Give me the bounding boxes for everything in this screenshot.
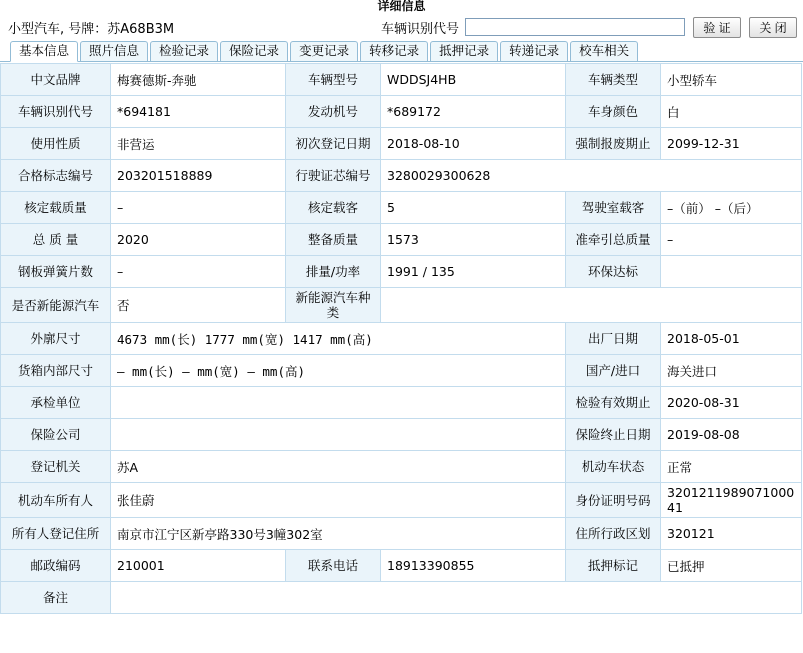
use-nature-value: 非营运: [111, 128, 286, 160]
table-row: [1, 96, 802, 128]
table-row: [1, 483, 802, 518]
license-chip-value: 3280029300628: [381, 160, 802, 192]
table-row: [1, 387, 802, 419]
table-row: [1, 323, 802, 355]
new-energy-label: 是否新能源汽车: [1, 288, 111, 323]
tow-mass-value: –: [661, 224, 802, 256]
table-row: [1, 550, 802, 582]
cargo-dimensions-label: 货箱内部尺寸: [1, 355, 111, 387]
license-chip-label: 行驶证芯编号: [286, 160, 381, 192]
tab-mortgage-records[interactable]: 抵押记录: [430, 41, 498, 61]
basic-info-table: [0, 63, 802, 614]
owner-address-label: 所有人登记住所: [1, 518, 111, 550]
inspection-valid-value: 2020-08-31: [661, 387, 802, 419]
address-district-value: 320121: [661, 518, 802, 550]
registration-authority-label: 登记机关: [1, 451, 111, 483]
origin-label: 国产/进口: [566, 355, 661, 387]
table-row: [1, 419, 802, 451]
factory-date-label: 出厂日期: [566, 323, 661, 355]
table-row: [1, 355, 802, 387]
total-mass-label: 总 质 量: [1, 224, 111, 256]
tab-inspection-records[interactable]: 检验记录: [150, 41, 218, 61]
table-row: [1, 582, 802, 614]
first-registration-value: 2018-08-10: [381, 128, 566, 160]
tab-bar: [0, 40, 803, 62]
tow-mass-label: 准牵引总质量: [566, 224, 661, 256]
query-bar: [0, 14, 803, 40]
phone-value: 18913390855: [381, 550, 566, 582]
emission-standard-label: 环保达标: [566, 256, 661, 288]
remark-label: 备注: [1, 582, 111, 614]
displacement-power-label: 排量/功率: [286, 256, 381, 288]
cab-passengers-label: 驾驶室载客: [566, 192, 661, 224]
leaf-spring-label: 钢板弹簧片数: [1, 256, 111, 288]
body-color-label: 车身颜色: [566, 96, 661, 128]
id-number-label: 身份证明号码: [566, 483, 661, 518]
rated-passengers-value: 5: [381, 192, 566, 224]
first-registration-label: 初次登记日期: [286, 128, 381, 160]
rated-passengers-label: 核定载客: [286, 192, 381, 224]
vin-value: *694181: [111, 96, 286, 128]
engine-number-label: 发动机号: [286, 96, 381, 128]
vin-label: 车辆识别代号: [1, 96, 111, 128]
tab-delivery-records[interactable]: 转递记录: [500, 41, 568, 61]
displacement-power-value: 1991 / 135: [381, 256, 566, 288]
scrap-deadline-value: 2099-12-31: [661, 128, 802, 160]
brand-label: 中文品牌: [1, 64, 111, 96]
table-row: [1, 128, 802, 160]
vin-search-input[interactable]: [465, 18, 685, 36]
vin-search-label: 车辆识别代号: [380, 21, 459, 37]
insurance-end-label: 保险终止日期: [566, 419, 661, 451]
id-number-value: 320121198907100041: [661, 483, 802, 518]
table-row: [1, 64, 802, 96]
new-energy-value: 否: [111, 288, 286, 323]
table-row: [1, 160, 802, 192]
phone-label: 联系电话: [286, 550, 381, 582]
table-row: [1, 518, 802, 550]
insurer-value: [111, 419, 566, 451]
rated-load-label: 核定载质量: [1, 192, 111, 224]
certificate-number-label: 合格标志编号: [1, 160, 111, 192]
exterior-dimensions-label: 外廓尺寸: [1, 323, 111, 355]
engine-number-value: *689172: [381, 96, 566, 128]
model-value: WDDSJ4HB: [381, 64, 566, 96]
inspection-org-label: 承检单位: [1, 387, 111, 419]
leaf-spring-value: –: [111, 256, 286, 288]
owner-value: 张佳蔚: [111, 483, 566, 518]
curb-mass-value: 1573: [381, 224, 566, 256]
total-mass-value: 2020: [111, 224, 286, 256]
new-energy-type-label: 新能源汽车种类: [286, 288, 381, 323]
table-row: [1, 256, 802, 288]
close-button[interactable]: 关 闭: [749, 17, 797, 38]
cab-passengers-value: –（前） –（后）: [661, 192, 802, 224]
postcode-value: 210001: [111, 550, 286, 582]
tab-basic-info[interactable]: 基本信息: [10, 41, 78, 62]
insurer-label: 保险公司: [1, 419, 111, 451]
table-row: [1, 224, 802, 256]
model-label: 车辆型号: [286, 64, 381, 96]
factory-date-value: 2018-05-01: [661, 323, 802, 355]
origin-value: 海关进口: [661, 355, 802, 387]
vehicle-type-label: 车辆类型: [566, 64, 661, 96]
exterior-dimensions-value: 4673 mm(长) 1777 mm(宽) 1417 mm(高): [111, 323, 566, 355]
remark-value: [111, 582, 802, 614]
inspection-valid-label: 检验有效期止: [566, 387, 661, 419]
curb-mass-label: 整备质量: [286, 224, 381, 256]
tab-change-records[interactable]: 变更记录: [290, 41, 358, 61]
mortgage-mark-label: 抵押标记: [566, 550, 661, 582]
address-district-label: 住所行政区划: [566, 518, 661, 550]
tab-photo-info[interactable]: 照片信息: [80, 41, 148, 61]
window-title: 详细信息: [377, 0, 426, 13]
tab-transfer-records[interactable]: 转移记录: [360, 41, 428, 61]
mortgage-mark-value: 已抵押: [661, 550, 802, 582]
postcode-label: 邮政编码: [1, 550, 111, 582]
inspection-org-value: [111, 387, 566, 419]
plate-summary-text: 小型汽车, 号牌：苏A68B3M: [8, 21, 175, 37]
owner-address-value: 南京市江宁区新亭路330号3幢302室: [111, 518, 566, 550]
tab-school-bus[interactable]: 校车相关: [570, 41, 638, 61]
certificate-number-value: 203201518889: [111, 160, 286, 192]
scrap-deadline-label: 强制报废期止: [566, 128, 661, 160]
owner-label: 机动车所有人: [1, 483, 111, 518]
cargo-dimensions-value: – mm(长) – mm(宽) – mm(高): [111, 355, 566, 387]
brand-value: 梅赛德斯-奔驰: [111, 64, 286, 96]
vehicle-status-value: 正常: [661, 451, 802, 483]
emission-standard-value: [661, 256, 802, 288]
table-row: [1, 288, 802, 323]
tab-insurance-records[interactable]: 保险记录: [220, 41, 288, 61]
insurance-end-value: 2019-08-08: [661, 419, 802, 451]
vehicle-type-value: 小型轿车: [661, 64, 802, 96]
vehicle-status-label: 机动车状态: [566, 451, 661, 483]
table-row: [1, 451, 802, 483]
table-row: [1, 192, 802, 224]
use-nature-label: 使用性质: [1, 128, 111, 160]
body-color-value: 白: [661, 96, 802, 128]
rated-load-value: –: [111, 192, 286, 224]
registration-authority-value: 苏A: [111, 451, 566, 483]
new-energy-type-value: [381, 288, 802, 323]
verify-button[interactable]: 验 证: [693, 17, 741, 38]
